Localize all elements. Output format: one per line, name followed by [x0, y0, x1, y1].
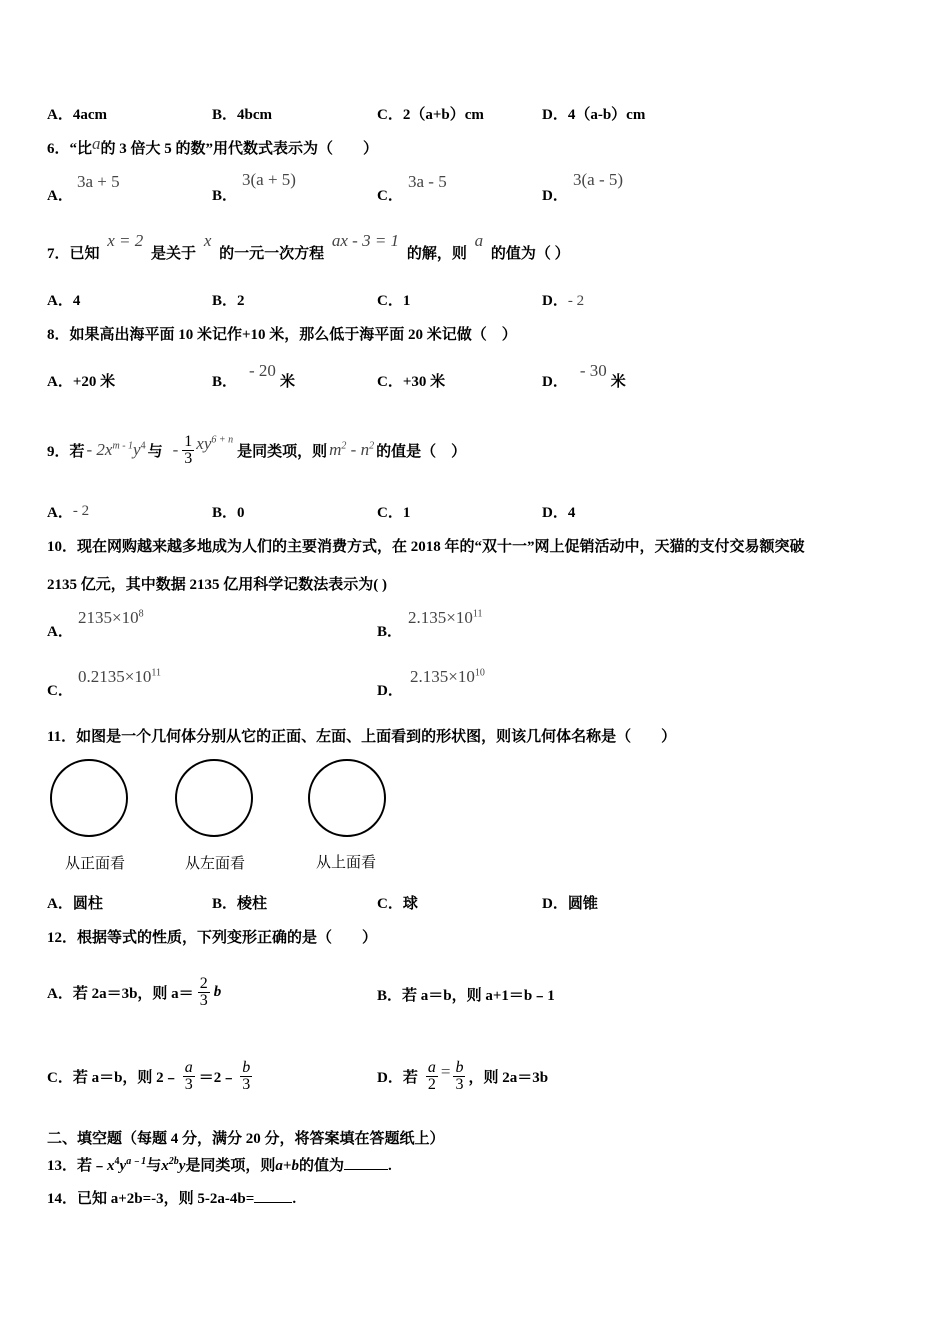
q10-option-a-expr: $2135\times 10^8$	[78, 608, 144, 627]
q8-option-a: A．+20 米	[47, 374, 116, 390]
q10-stem-line1: 10．现在网购越来越多地成为人们的主要消费方式，在 2018 年的“双十一”网上促销活动中，天猫的支付交易额突破	[47, 539, 805, 555]
q10-option-b-expr: $2.135\times 10^{11}$	[408, 608, 483, 627]
q11-stem: 11．如图是一个几何体分别从它的正面、左面、上面看到的形状图，则该几何体名称是（ ）	[47, 729, 677, 745]
front-view-label: 从正面看	[65, 854, 126, 872]
section-2-heading: 二、填空题（每题 4 分，满分 20 分，将答案填在答题纸上）	[47, 1131, 445, 1147]
q10-option-a-label: A．	[47, 624, 73, 640]
q7-option-b: B．2	[212, 293, 245, 309]
q12-option-b: B．若 a＝b，则 a+1＝b﹣1	[377, 988, 555, 1004]
left-view-label: 从左面看	[185, 854, 246, 872]
q14-answer-blank[interactable]	[254, 1190, 292, 1203]
q9-option-a: A．- 2	[47, 503, 90, 521]
q5-option-d: D．4（a-b）cm	[542, 107, 646, 123]
q6-option-a-expr: 3a + 5	[77, 172, 120, 191]
q10-option-b-label: B．	[377, 624, 403, 640]
q9-stem: 9．若 - $2x^{m - 1}y^4$ 与 - $\frac{1}{3}$ $xy^{6 + n}$ 是同类项，则 $m^2 - n^2$ 的值是（ ）	[47, 432, 467, 467]
q14-stem: 14．已知 a+2b=-3，则 5-2a-4b= .	[47, 1191, 297, 1207]
q6-option-c-expr: 3a - 5	[408, 172, 447, 191]
q6-option-b-label: B．	[212, 188, 238, 204]
q8-stem: 8．如果高出海平面 10 米记作+10 米，那么低于海平面 20 米记做（ ）	[47, 327, 517, 343]
q10-option-d-label: D．	[377, 683, 403, 699]
q7-option-a: A．4	[47, 293, 81, 309]
q9-option-b: B．0	[212, 505, 245, 521]
left-view-circle	[175, 759, 253, 837]
q13-stem: 13．若$﹣x^4y^{a﹣1}$与$x^{2b}y$是同类项，则a+b的值为 .	[47, 1156, 392, 1174]
front-view-circle	[50, 759, 128, 837]
top-view-circle	[308, 759, 386, 837]
q9-fraction: $\frac{1}{3}$	[184, 432, 193, 467]
q12-option-a: A．若 2a＝3b，则 a＝ $\frac{2}{3}$ b	[47, 974, 222, 1009]
q6-option-d-expr: 3(a - 5)	[573, 170, 624, 189]
q6-option-a-label: A．	[47, 188, 73, 204]
q6-stem: 6．“比a的 3 倍大 5 的数”用代数式表示为（ ）	[47, 134, 379, 157]
q7-option-d: D．- 2	[542, 293, 585, 309]
q6-option-d-label: D．	[542, 188, 568, 204]
q5-option-b: B．4bcm	[212, 107, 273, 123]
q5-option-c: C．2（a+b）cm	[377, 107, 484, 123]
top-view-label: 从上面看	[316, 853, 377, 871]
q12-option-d: D．若 $\frac{a}{2}$ = $\frac{b}{3}$ ，则 2a＝3b	[377, 1058, 549, 1093]
q11-option-d: D．圆锥	[542, 896, 598, 912]
q8-option-b: B．- 20米	[212, 361, 295, 390]
q13-answer-blank[interactable]	[344, 1157, 388, 1170]
q7-stem: 7．已知 x = 2 是关于 x 的一元一次方程 ax - 3 = 1 的解，则 a 的值为（ ）	[47, 231, 570, 262]
q6-option-c-label: C．	[377, 188, 403, 204]
q12-option-c: C．若 a＝b，则 2﹣ $\frac{a}{3}$ ＝2﹣ $\frac{b}{3}$	[47, 1058, 251, 1093]
q12-stem: 12．根据等式的性质，下列变形正确的是（ ）	[47, 930, 378, 946]
q10-option-c-label: C．	[47, 683, 73, 699]
q6-option-b-expr: 3(a + 5)	[242, 170, 296, 189]
q8-option-c: C．+30 米	[377, 374, 446, 390]
q10-stem-line2: 2135 亿元，其中数据 2135 亿用科学记数法表示为( )	[47, 577, 387, 593]
q11-option-b: B．棱柱	[212, 896, 268, 912]
q11-option-a: A．圆柱	[47, 896, 103, 912]
q10-option-d-expr: $2.135\times 10^{10}$	[410, 667, 485, 686]
q9-option-c: C．1	[377, 505, 411, 521]
q8-option-d: D．- 30米	[542, 361, 626, 390]
q10-option-c-expr: $0.2135\times 10^{11}$	[78, 667, 161, 686]
q7-option-c: C．1	[377, 293, 411, 309]
q9-option-d: D．4	[542, 505, 576, 521]
q11-option-c: C．球	[377, 896, 418, 912]
q5-option-a: A．4acm	[47, 107, 107, 123]
